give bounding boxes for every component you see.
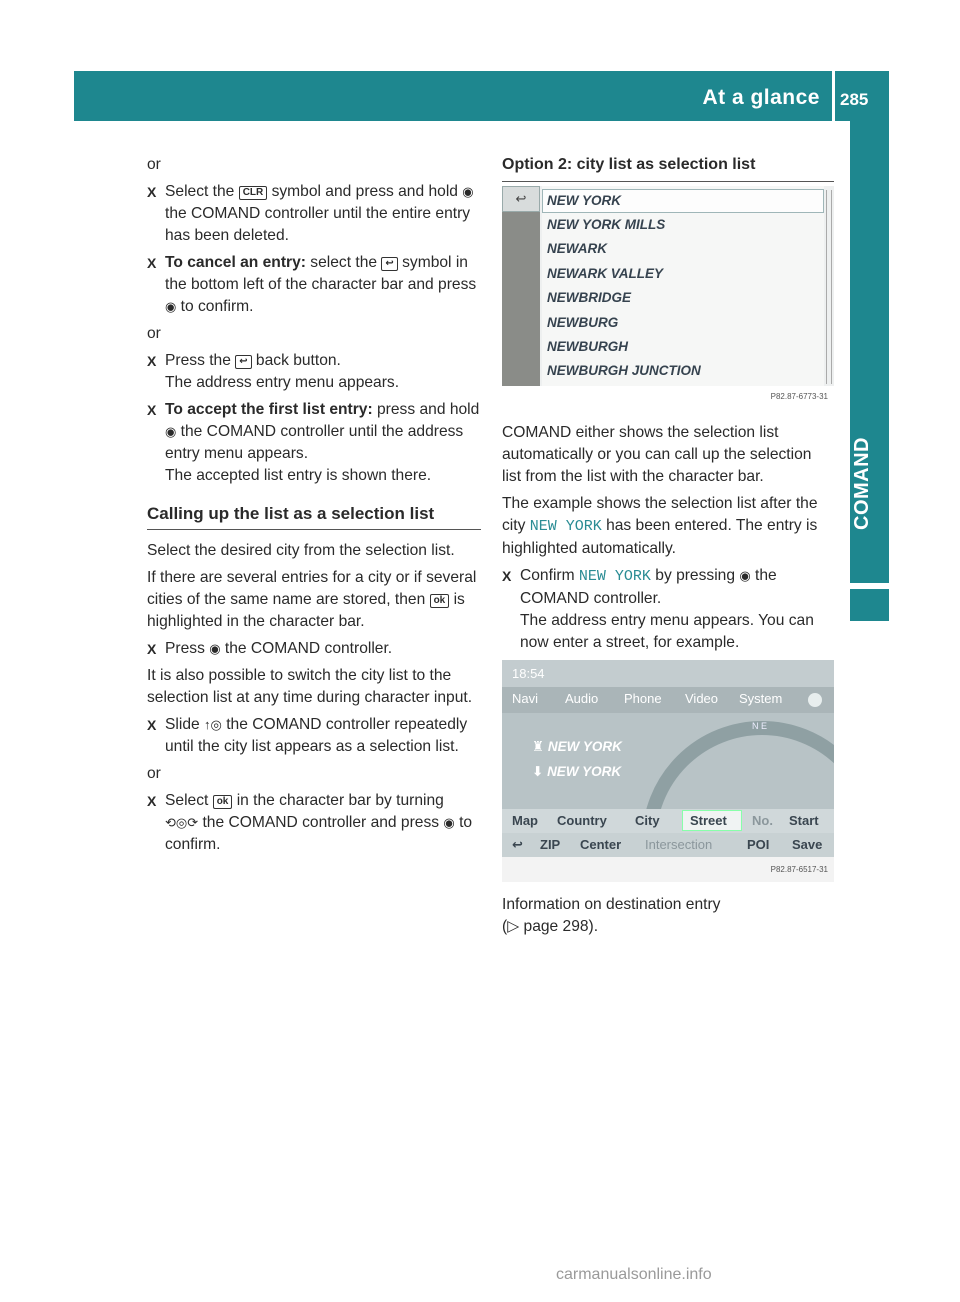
field-poi: POI — [747, 837, 770, 852]
section-title: At a glance — [702, 86, 820, 109]
field-country: Country — [557, 813, 607, 828]
step: X Select the CLR symbol and press and hold ◉ the COMAND controller until the entire entry has been deleted. — [147, 183, 474, 244]
back-button-icon: ↩ — [235, 355, 251, 369]
city-name: NEW YORK — [529, 518, 602, 535]
destination-line: ♜ NEW YORK — [532, 739, 622, 754]
figure-code: P82.87-6773-31 — [770, 392, 828, 401]
press-knob-icon: ◉ — [443, 815, 455, 830]
step: X Press ◉ the COMAND controller. — [147, 638, 481, 660]
press-knob-icon: ◉ — [462, 184, 474, 199]
slide-knob-icon: ↑◎ — [204, 717, 222, 732]
menu-item-phone: Phone — [624, 691, 662, 706]
city-list — [542, 186, 824, 386]
field-zip: ZIP — [540, 837, 561, 852]
paragraph: If there are several entries for a city or if several cities of the same name are stored, then ok is highlighted in the character bar. — [147, 569, 477, 630]
step-result: The address entry menu appears. — [165, 374, 400, 391]
page-number: 285 — [840, 90, 869, 109]
or-text: or — [147, 156, 161, 173]
press-knob-icon: ◉ — [209, 641, 221, 656]
header-divider — [832, 71, 835, 121]
step-result: The accepted list entry is shown there. — [165, 467, 432, 484]
destination-line: ⬇ NEW YORK — [532, 764, 622, 779]
press-knob-icon: ◉ — [739, 568, 751, 583]
clock: 18:54 — [512, 666, 545, 681]
figure-footer — [502, 386, 834, 406]
back-icon: ↩ — [502, 186, 540, 212]
step: X To cancel an entry: select the ↩ symbol in the bottom left of the character bar and press ◉ to confirm. — [147, 252, 481, 318]
menu-item-navi: Navi — [512, 691, 539, 706]
left-column — [147, 154, 481, 861]
step: X To accept the first list entry: press and hold ◉ the COMAND controller until the address entry menu appears. The accepted list entry is shown there. — [147, 399, 481, 487]
step-marker: X — [147, 641, 157, 657]
step-marker: X — [147, 255, 157, 271]
watermark: carmanualsonline.info — [556, 1266, 712, 1283]
selection-list-screenshot — [502, 186, 834, 406]
or-text: or — [147, 325, 161, 342]
main-menu-bar — [502, 687, 834, 713]
press-knob-icon: ◉ — [165, 299, 177, 314]
step-marker: X — [147, 353, 157, 369]
page-reference: (▷ page 298). — [502, 918, 599, 935]
step: X Select ok in the character bar by turning ⟲◎⟳ the COMAND controller and press ◉ to confirm. — [147, 792, 473, 853]
compass-heading: N E — [752, 721, 768, 731]
side-marker — [850, 589, 889, 621]
menu-item-video: Video — [685, 691, 719, 706]
address-bar — [502, 809, 834, 833]
list-item: NEWBURG — [547, 315, 619, 330]
or-text: or — [147, 765, 161, 782]
figure-code: P82.87-6517-31 — [770, 865, 828, 874]
paragraph: Select the desired city from the selection list. — [147, 542, 455, 559]
step: X Confirm NEW YORK by pressing ◉ the COMAND controller. The address entry menu appears. You can now enter a street, for example. — [502, 565, 834, 654]
step-marker: X — [147, 402, 157, 418]
step-result: The address entry menu appears. You can now enter a street, for example. — [520, 612, 814, 651]
list-item: NEWARK — [547, 241, 607, 256]
paragraph: COMAND either shows the selection list automatically or you can call up the selection list from the list with the character bar. — [502, 424, 812, 485]
step: X Press the ↩ back button. The address entry menu appears. — [147, 350, 481, 394]
field-center: Center — [580, 837, 622, 852]
info-text: Information on destination entry — [502, 896, 721, 913]
field-street: Street — [690, 813, 727, 828]
menu-item-audio: Audio — [565, 691, 599, 706]
field-number: No. — [752, 813, 773, 828]
side-tab-label: COMAND — [851, 437, 873, 530]
field-start: Start — [789, 813, 819, 828]
list-side-panel — [502, 186, 540, 386]
right-body — [502, 422, 834, 659]
field-save: Save — [792, 837, 823, 852]
clr-icon: CLR — [239, 186, 268, 200]
press-knob-icon: ◉ — [165, 424, 177, 439]
step-marker: X — [502, 568, 512, 584]
list-item: NEW YORK — [547, 193, 622, 208]
right-column — [502, 154, 834, 182]
field-map: Map — [512, 813, 538, 828]
list-item: NEWARK VALLEY — [547, 266, 664, 281]
section-heading: Calling up the list as a selection list — [147, 503, 481, 530]
paragraph: The example shows the selection list after the city NEW YORK has been entered. The entry is highlighted automatically. — [502, 495, 818, 557]
step-marker: X — [147, 717, 157, 733]
city-name: NEW YORK — [578, 568, 651, 585]
scrollbar — [826, 190, 832, 384]
globe-icon — [808, 693, 822, 707]
paragraph: It is also possible to switch the city list to the selection list at any time during character input. — [147, 667, 473, 706]
ok-icon: ok — [213, 795, 233, 809]
option-heading: Option 2: city list as selection list — [502, 154, 834, 182]
back-symbol-icon: ↩ — [381, 257, 397, 271]
back-icon: ↩ — [512, 837, 523, 852]
field-city: City — [635, 813, 660, 828]
step: X Slide ↑◎ the COMAND controller repeatedly until the city list appears as a selection list. — [147, 716, 468, 755]
field-intersection: Intersection — [645, 837, 713, 852]
list-item: NEW YORK MILLS — [547, 217, 666, 232]
list-item: NEWBRIDGE — [547, 290, 631, 305]
menu-item-system: System — [739, 691, 783, 706]
ok-icon: ok — [430, 594, 450, 608]
info-reference — [502, 894, 834, 938]
step-marker: X — [147, 793, 157, 809]
address-entry-screenshot — [502, 660, 834, 882]
figure-footer — [502, 857, 834, 882]
list-item: NEWBURGH JUNCTION — [547, 363, 701, 378]
map-area — [502, 713, 834, 809]
list-item: NEWBURGH — [547, 339, 628, 354]
turn-knob-icon: ⟲◎⟳ — [165, 815, 199, 830]
step-marker: X — [147, 184, 157, 200]
address-bar — [502, 833, 834, 857]
